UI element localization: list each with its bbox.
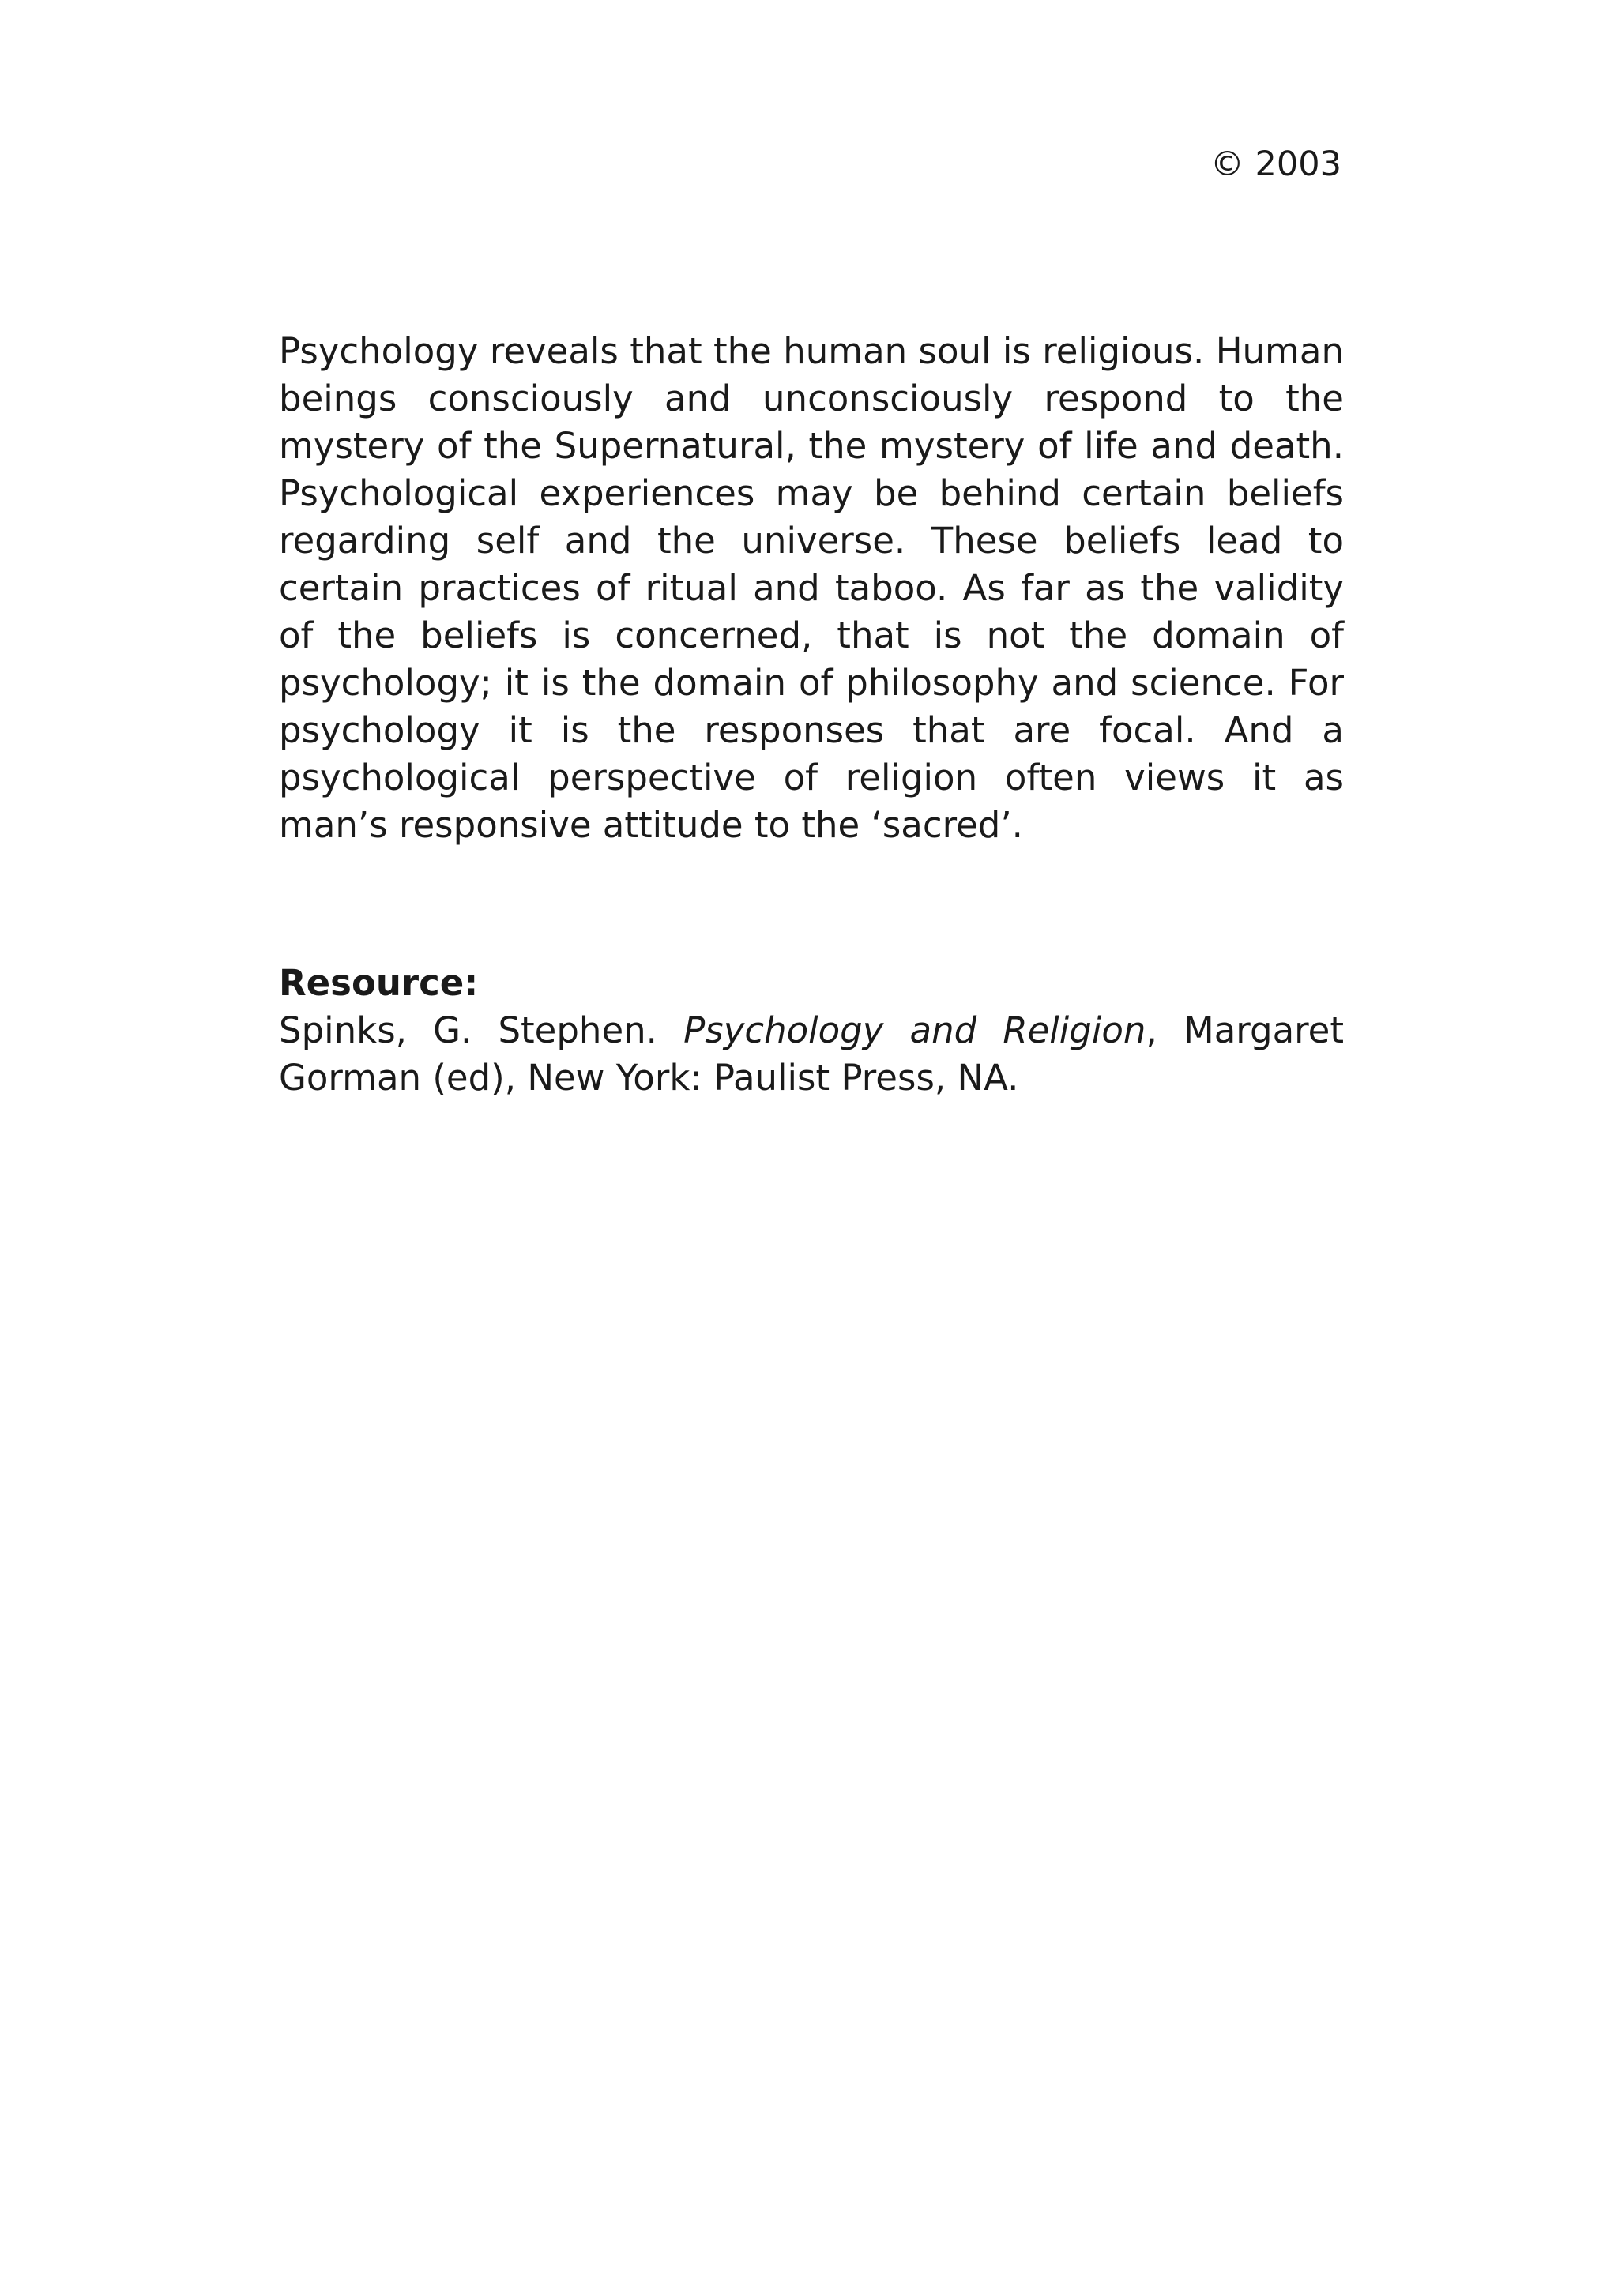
resource-heading: Resource: <box>279 962 479 1004</box>
citation-author: Spinks, G. Stephen. <box>279 1009 684 1051</box>
citation-book-title: Psychology and Religion <box>683 1009 1146 1051</box>
citation-details: , Margaret Gorman (ed), New York: Paulist Press, NA. <box>279 1009 1344 1099</box>
body-paragraph: Psychology reveals that the human soul is religious. Human beings consciously and unconsciously respond to the mystery of the Supernatural, the mystery of life and death. Psychological experiences may be behind certain beliefs regarding self and the universe. These beliefs lead to certain practices of ritual and taboo. As far as the validity of the beliefs is concerned, that is not the domain of psychology; it is the domain of philosophy and science. For psychology it is the responses that are focal. And a psychological perspective of religion often views it as man’s responsive attitude to the ‘sacred’. <box>279 330 1344 846</box>
resource-citation <box>279 1007 1344 1102</box>
copyright-notice: © 2003 <box>1210 145 1341 184</box>
main-content <box>279 328 1344 1102</box>
